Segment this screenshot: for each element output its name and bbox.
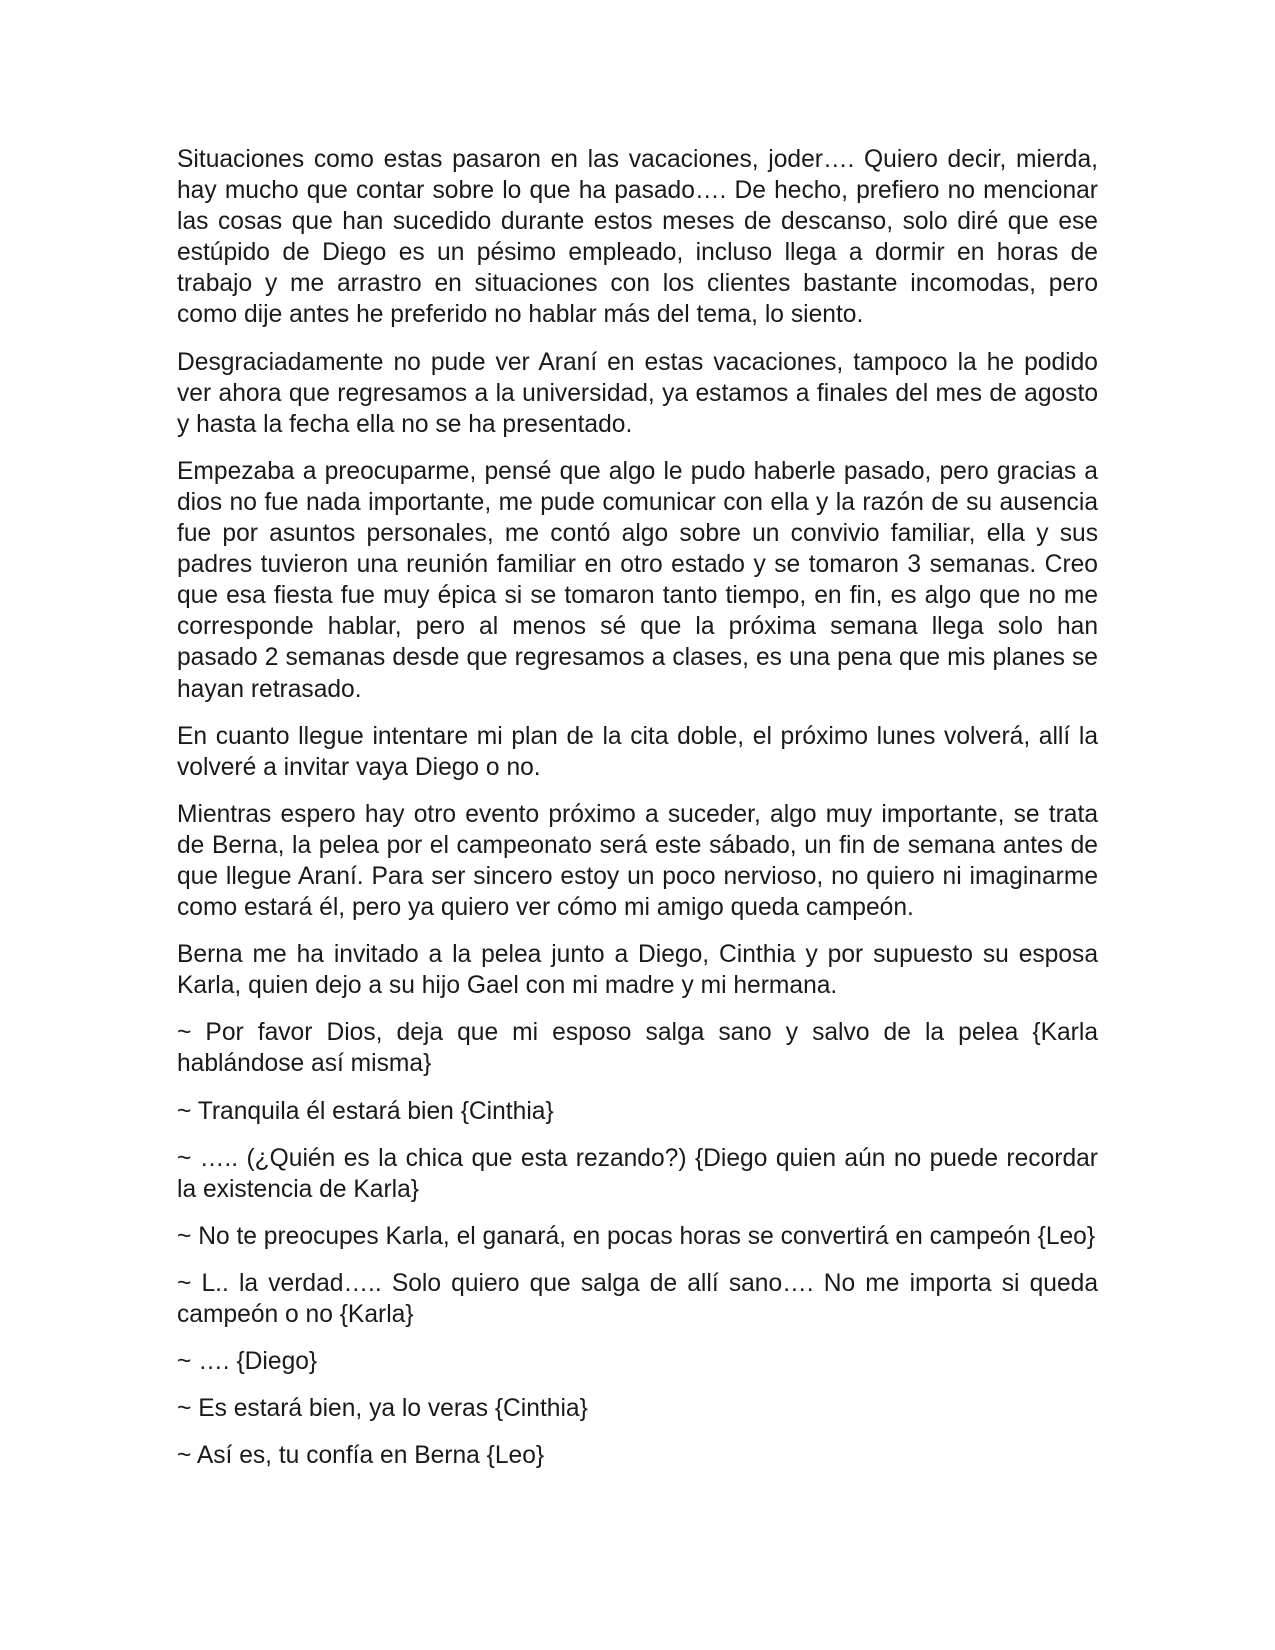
dialogue-line: ~ Tranquila él estará bien {Cinthia} [177,1097,554,1125]
dialogue-line: ~ Por favor Dios, deja que mi esposo salga sano y salvo de la pelea {Karla hablándose así misma} [177,1019,1098,1078]
dialogue-line: ~ Así es, tu confía en Berna {Leo} [177,1442,545,1470]
dialogue-line: ~ L.. la verdad….. Solo quiero que salga de allí sano…. No me importa si queda campeón o no {Karla} [177,1269,1098,1328]
paragraph: Situaciones como estas pasaron en las vacaciones, joder…. Quiero decir, mierda, hay mucho que contar sobre lo que ha pasado…. De hecho, prefiero no mencionar las cosas que han sucedido durante estos meses de descanso, solo diré que ese estúpido de Diego es un pésimo empleado, incluso llega a dormir en horas de trabajo y me arrastro en situaciones con los clientes bastante incomodas, pero como dije antes he preferido no hablar más del tema, lo siento. [177,146,1098,329]
document-body [177,144,1098,1487]
paragraph: Berna me ha invitado a la pelea junto a Diego, Cinthia y por supuesto su esposa Karla, quien dejo a su hijo Gael con mi madre y mi hermana. [177,941,1098,1000]
paragraph: Empezaba a preocuparme, pensé que algo le pudo haberle pasado, pero gracias a dios no fue nada importante, me pude comunicar con ella y la razón de su ausencia fue por asuntos personales, me contó algo sobre un convivio familiar, ella y sus padres tuvieron una reunión familiar en otro estado y se tomaron 3 semanas. Creo que esa fiesta fue muy épica si se tomaron tanto tiempo, en fin, es algo que no me corresponde hablar, pero al menos sé que la próxima semana llega solo han pasado 2 semanas desde que regresamos a clases, es una pena que mis planes se hayan retrasado. [177,457,1098,703]
paragraph: Desgraciadamente no pude ver Araní en estas vacaciones, tampoco la he podido ver ahora que regresamos a la universidad, ya estamos a finales del mes de agosto y hasta la fecha ella no se ha presentado. [177,348,1098,438]
dialogue-line: ~ No te preocupes Karla, el ganará, en pocas horas se convertirá en campeón {Leo} [177,1222,1096,1250]
dialogue-line: ~ …. {Diego} [177,1348,318,1376]
paragraph: Mientras espero hay otro evento próximo a suceder, algo muy importante, se trata de Berna, la pelea por el campeonato será este sábado, un fin de semana antes de que llegue Araní. Para ser sincero estoy un poco nervioso, no quiero ni imaginarme como estará él, pero ya quiero ver cómo mi amigo queda campeón. [177,800,1098,922]
dialogue-line: ~ ….. (¿Quién es la chica que esta rezando?) {Diego quien aún no puede recordar la existencia de Karla} [177,1144,1098,1203]
paragraph: En cuanto llegue intentare mi plan de la cita doble, el próximo lunes volverá, allí la volveré a invitar vaya Diego o no. [177,722,1098,781]
dialogue-line: ~ Es estará bien, ya lo veras {Cinthia} [177,1395,588,1423]
